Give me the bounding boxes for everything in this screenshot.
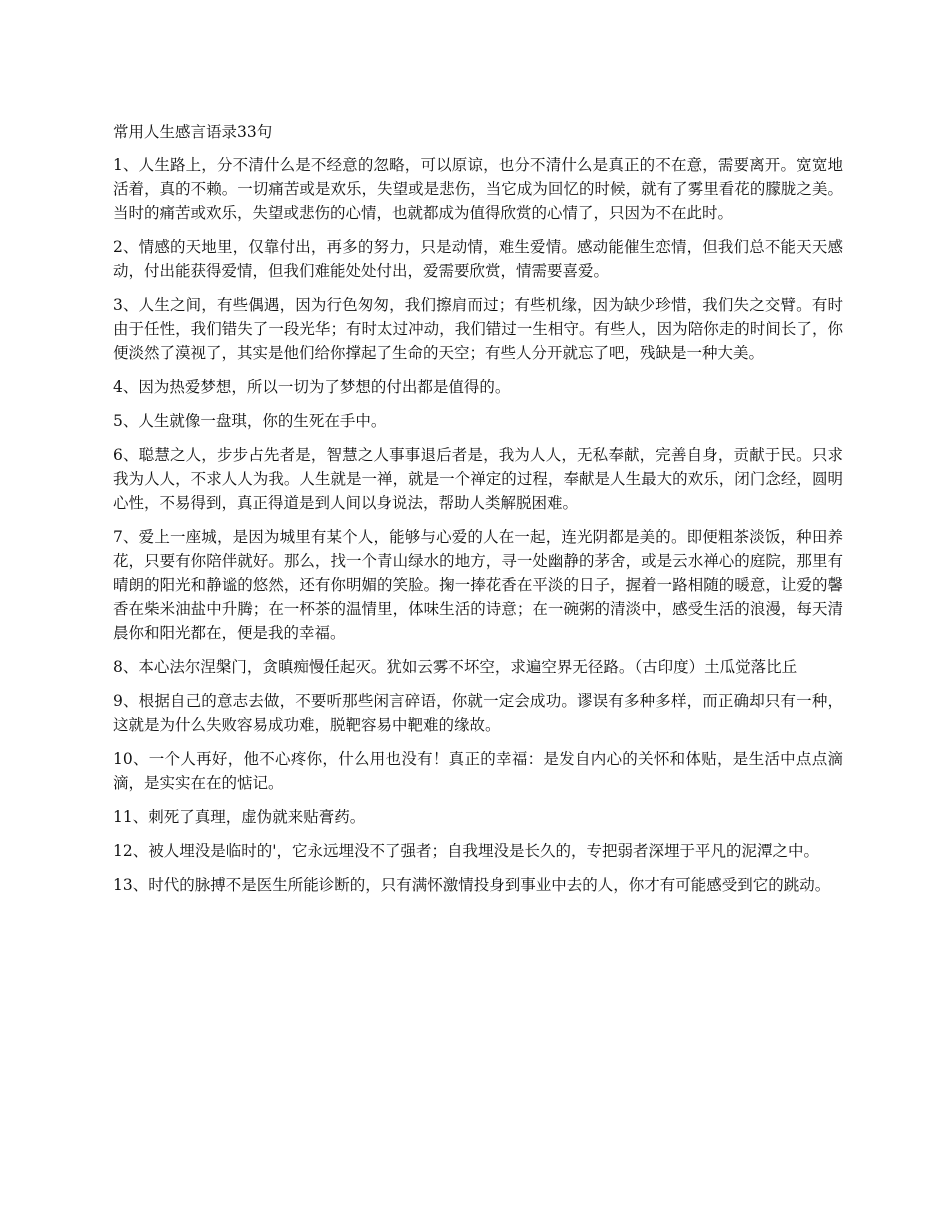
document-title: 常用人生感言语录33句 [113, 123, 273, 141]
quote-paragraph-4: 4、因为热爱梦想，所以一切为了梦想的付出都是值得的。 [113, 378, 511, 396]
quote-paragraph-12: 12、被人埋没是临时的'，它永远埋没不了强者；自我埋没是长久的，专把弱者深埋于平凡的泥潭之中。 [113, 842, 819, 860]
quote-paragraph-5: 5、人生就像一盘琪，你的生死在手中。 [113, 412, 387, 430]
quote-paragraph-3: 3、人生之间，有些偶遇，因为行色匆匆，我们擦肩而过；有些机缘，因为缺少珍惜，我们失之交臂。有时由于任性，我们错失了一段光华；有时太过冲动，我们错过一生相守。有些人，因为陪你走的时间长了，你便淡然了漠视了，其实是他们给你撑起了生命的天空；有些人分开就忘了吧，残缺是一种大美。 [113, 296, 843, 362]
quote-paragraph-7: 7、爱上一座城，是因为城里有某个人，能够与心爱的人在一起，连光阴都是美的。即便粗茶淡饭，种田养花，只要有你陪伴就好。那么，找一个青山绿水的地方，寻一处幽静的茅舍，或是云水禅心的庭院，那里有晴朗的阳光和静谧的悠然，还有你明媚的笑脸。掬一捧花香在平淡的日子，握着一路相随的暖意，让爱的馨香在柴米油盐中升腾；在一杯茶的温情里，体味生活的诗意；在一碗粥的清淡中，感受生活的浪漫，每天清晨你和阳光都在，便是我的幸福。 [113, 528, 843, 642]
quote-paragraph-10: 10、一个人再好，他不心疼你，什么用也没有！真正的幸福：是发自内心的关怀和体贴，是生活中点点滴滴，是实实在在的惦记。 [113, 750, 843, 792]
document-page [113, 120, 843, 907]
quote-paragraph-1: 1、人生路上，分不清什么是不经意的忽略，可以原谅，也分不清什么是真正的不在意，需要离开。宽宽地活着，真的不赖。一切痛苦或是欢乐，失望或是悲伤，当它成为回忆的时候，就有了雾里看花的朦胧之美。当时的痛苦或欢乐，失望或悲伤的心情，也就都成为值得欣赏的心情了，只因为不在此时。 [113, 156, 843, 222]
quote-paragraph-8: 8、本心法尔涅槃门，贪瞋痴慢任起灭。犹如云雾不坏空，求遍空界无径路。（古印度）土瓜觉落比丘 [113, 658, 798, 676]
quote-paragraph-9: 9、根据自己的意志去做，不要听那些闲言碎语，你就一定会成功。谬误有多种多样，而正确却只有一种，这就是为什么失败容易成功难，脱靶容易中靶难的缘故。 [113, 692, 843, 734]
quote-paragraph-2: 2、情感的天地里，仅靠付出，再多的努力，只是动情，难生爱情。感动能催生恋情，但我们总不能天天感动，付出能获得爱情，但我们难能处处付出，爱需要欣赏，情需要喜爱。 [113, 238, 843, 280]
quote-paragraph-6: 6、聪慧之人，步步占先者是，智慧之人事事退后者是，我为人人，无私奉献，完善自身，贡献于民。只求我为人人，不求人人为我。人生就是一禅，就是一个禅定的过程，奉献是人生最大的欢乐，闭门念经，圆明心性，不易得到，真正得道是到人间以身说法，帮助人类解脱困难。 [113, 446, 843, 512]
quote-paragraph-11: 11、刺死了真理，虚伪就来贴膏药。 [113, 808, 366, 826]
quote-paragraph-13: 13、时代的脉搏不是医生所能诊断的，只有满怀激情投身到事业中去的人，你才有可能感受到它的跳动。 [113, 876, 831, 894]
